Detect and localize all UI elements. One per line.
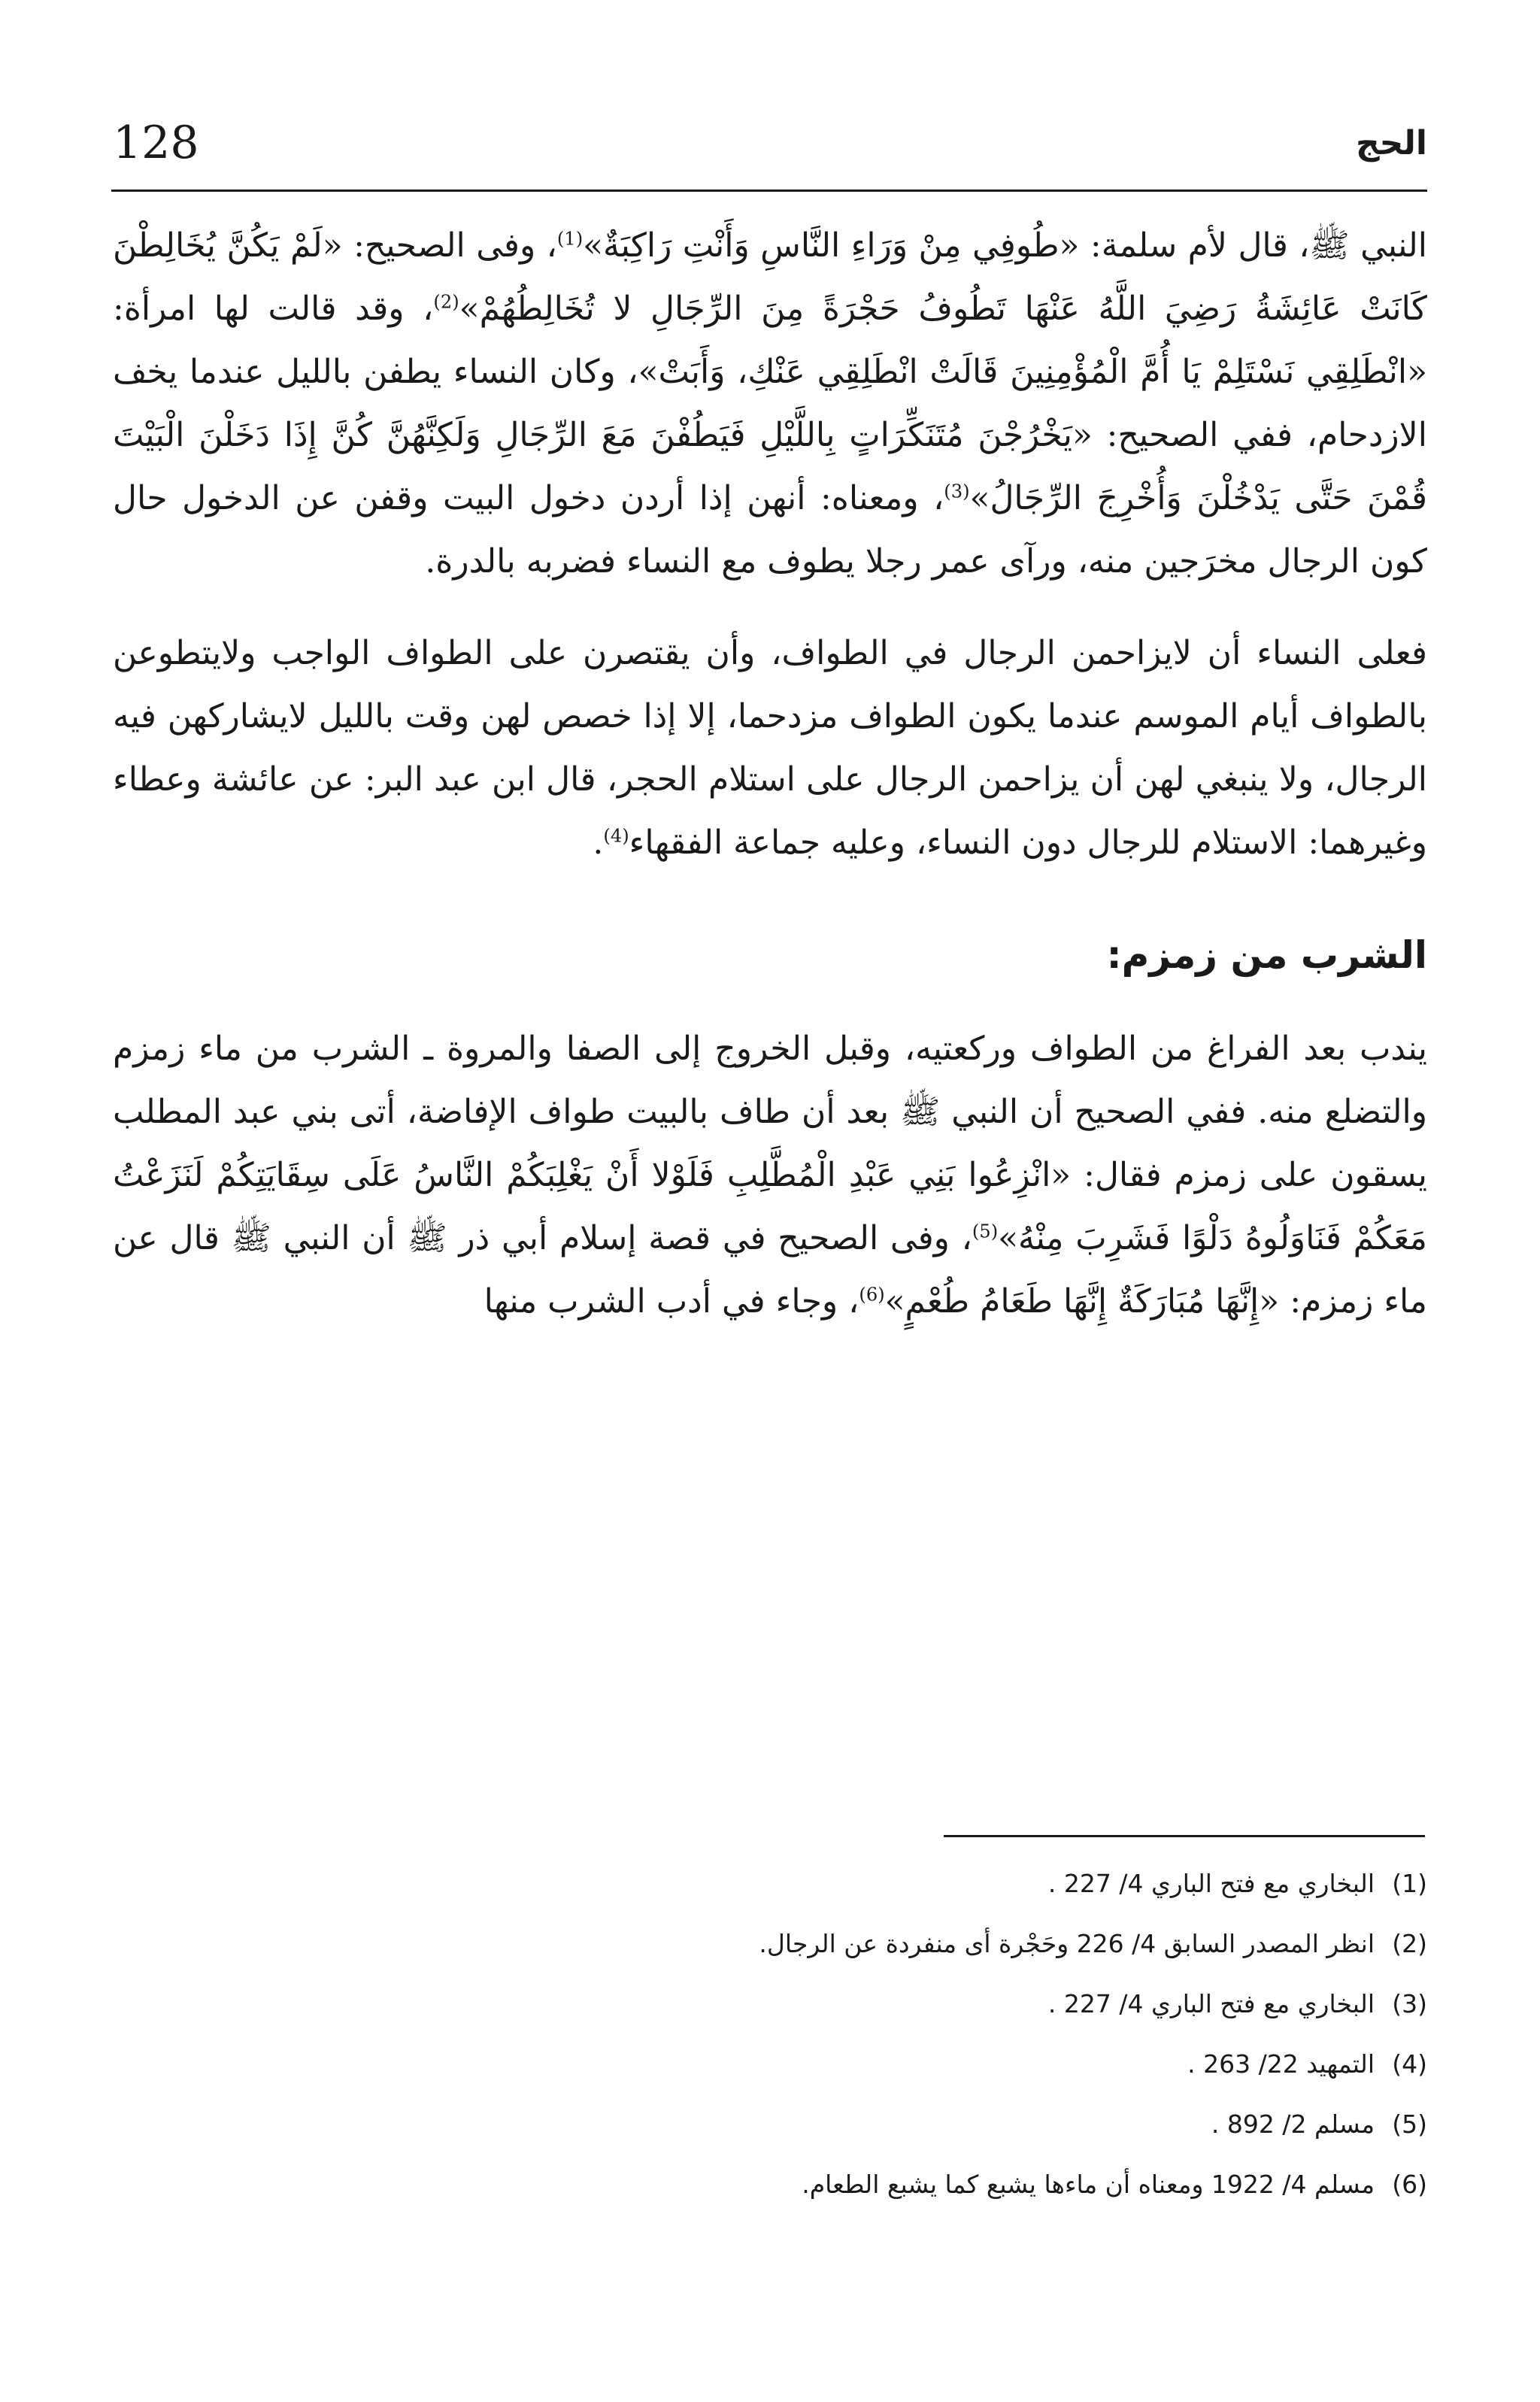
footnote-ref: (5) bbox=[972, 1221, 999, 1242]
text-run: ، وفى الصحيح: «لَمْ يَكُنَّ يُخَالِطْنَ كَانَتْ عَائِشَةُ رَضِيَ اللَّهُ عَنْهَا تَطُوفُ حَجْرَةً مِنَ الرِّجَالِ لا تُخَالِطُهُمْ» bbox=[113, 226, 1428, 328]
section-heading: الشرب من زمزم: bbox=[1106, 933, 1427, 977]
page-number: 128 bbox=[113, 117, 199, 169]
page-header bbox=[113, 113, 1427, 173]
footnote-text: البخاري مع فتح الباري 4/ 227 . bbox=[1047, 1989, 1375, 2018]
footnote bbox=[113, 1854, 1427, 1914]
paragraph bbox=[113, 214, 1427, 593]
footnote-number: (3) bbox=[1392, 1989, 1427, 2018]
text-run: يندب بعد الفراغ من الطواف وركعتيه، وقبل الخروج إلى الصفا والمروة ـ الشرب من ماء زمزم والتضلع منه. ففي الصحيح أن النبي ﷺ بعد أن طاف بالبيت طواف الإفاضة، أتى بني عبد المطلب يسقون على زمزم فقال: «انْزِعُوا بَنِي عَبْدِ الْمُطَّلِبِ فَلَوْلا أَنْ يَغْلِبَكُمْ النَّاسُ عَلَى سِقَايَتِكُمْ لَنَزَعْتُ مَعَكُمْ فَنَاوَلُوهُ دَلْوًا فَشَرِبَ مِنْهُ» bbox=[113, 1030, 1427, 1257]
footnote-ref: (1) bbox=[556, 228, 584, 250]
text-run: . bbox=[593, 823, 604, 862]
footnote-number: (5) bbox=[1392, 2109, 1427, 2139]
footnote-text: البخاري مع فتح الباري 4/ 227 . bbox=[1047, 1869, 1375, 1898]
footnote-rule bbox=[944, 1835, 1425, 1837]
footnote-text: انظر المصدر السابق 4/ 226 وحَجْرة أى منفردة عن الرجال. bbox=[759, 1929, 1375, 1958]
paragraph bbox=[113, 622, 1427, 875]
footnote bbox=[113, 2034, 1427, 2094]
footnotes bbox=[113, 1854, 1427, 2215]
text-run: ، وجاء في أدب الشرب منها bbox=[484, 1282, 859, 1321]
footnote-ref: (4) bbox=[603, 825, 629, 847]
footnote-number: (6) bbox=[1392, 2170, 1427, 2199]
footnote-ref: (2) bbox=[433, 291, 459, 313]
main-text bbox=[113, 214, 1427, 1333]
footnote-number: (1) bbox=[1392, 1869, 1427, 1898]
footnote bbox=[113, 2155, 1427, 2215]
text-run: النبي ﷺ، قال لأم سلمة: «طُوفِي مِنْ وَرَاءِ النَّاسِ وَأَنْتِ رَاكِبَةٌ» bbox=[583, 226, 1427, 265]
footnote-text: التمهيد 22/ 263 . bbox=[1187, 2049, 1375, 2079]
footnote-number: (4) bbox=[1392, 2049, 1427, 2079]
footnote-number: (2) bbox=[1392, 1929, 1427, 1958]
footnote-ref: (3) bbox=[944, 481, 970, 502]
footnote-text: مسلم 4/ 1922 ومعناه أن ماءها يشبع كما يشبع الطعام. bbox=[802, 2170, 1375, 2199]
footnote bbox=[113, 1914, 1427, 1974]
footnote-text: مسلم 2/ 892 . bbox=[1211, 2109, 1375, 2139]
text-run: فعلى النساء أن لايزاحمن الرجال في الطواف، وأن يقتصرن على الطواف الواجب ولايتطوعن بالطواف أيام الموسم عندما يكون الطواف مزدحما، إلا إذا خصص لهن وقت بالليل لايشاركهن فيه الرجال، ولا ينبغي لهن أن يزاحمن الرجال على استلام الحجر، قال ابن عبد البر: عن عائشة وعطاء وغيرهما: الاستلام للرجال دون النساء، وعليه جماعة الفقهاء bbox=[113, 634, 1427, 862]
text-run: ، ومعناه: أنهن إذا أردن دخول البيت وقفن عن الدخول حال كون الرجال مخرَجين منه، ورآى عمر رجلا يطوف مع النساء فضربه بالدرة. bbox=[113, 479, 1427, 581]
text-run: ، وفى الصحيح في قصة إسلام أبي ذر ﷺ أن النبي ﷺ قال عن ماء زمزم: «إِنَّهَا مُبَارَكَةٌ إِنَّهَا طَعَامُ طُعْمٍ» bbox=[113, 1219, 1427, 1321]
header-rule bbox=[111, 190, 1427, 192]
footnote-ref: (6) bbox=[859, 1284, 885, 1306]
text-run: ، وقد قالت لها امرأة: «انْطَلِقِي نَسْتَلِمْ يَا أُمَّ الْمُؤْمِنِينَ قَالَتْ انْطَلِقِي عَنْكِ، وَأَبَتْ»، وكان النساء يطفن بالليل عندما يخف الازدحام، ففي الصحيح: «يَخْرُجْنَ مُتَنَكِّرَاتٍ بِاللَّيْلِ فَيَطُفْنَ مَعَ الرِّجَالِ وَلَكِنَّهُنَّ كُنَّ إِذَا دَخَلْنَ الْبَيْتَ قُمْنَ حَتَّى يَدْخُلْنَ وَأُخْرِجَ الرِّجَالُ» bbox=[113, 290, 1427, 517]
footnote bbox=[113, 1974, 1427, 2034]
footnote bbox=[113, 2094, 1427, 2155]
paragraph bbox=[113, 1018, 1427, 1333]
running-title: الحج bbox=[1355, 123, 1427, 162]
